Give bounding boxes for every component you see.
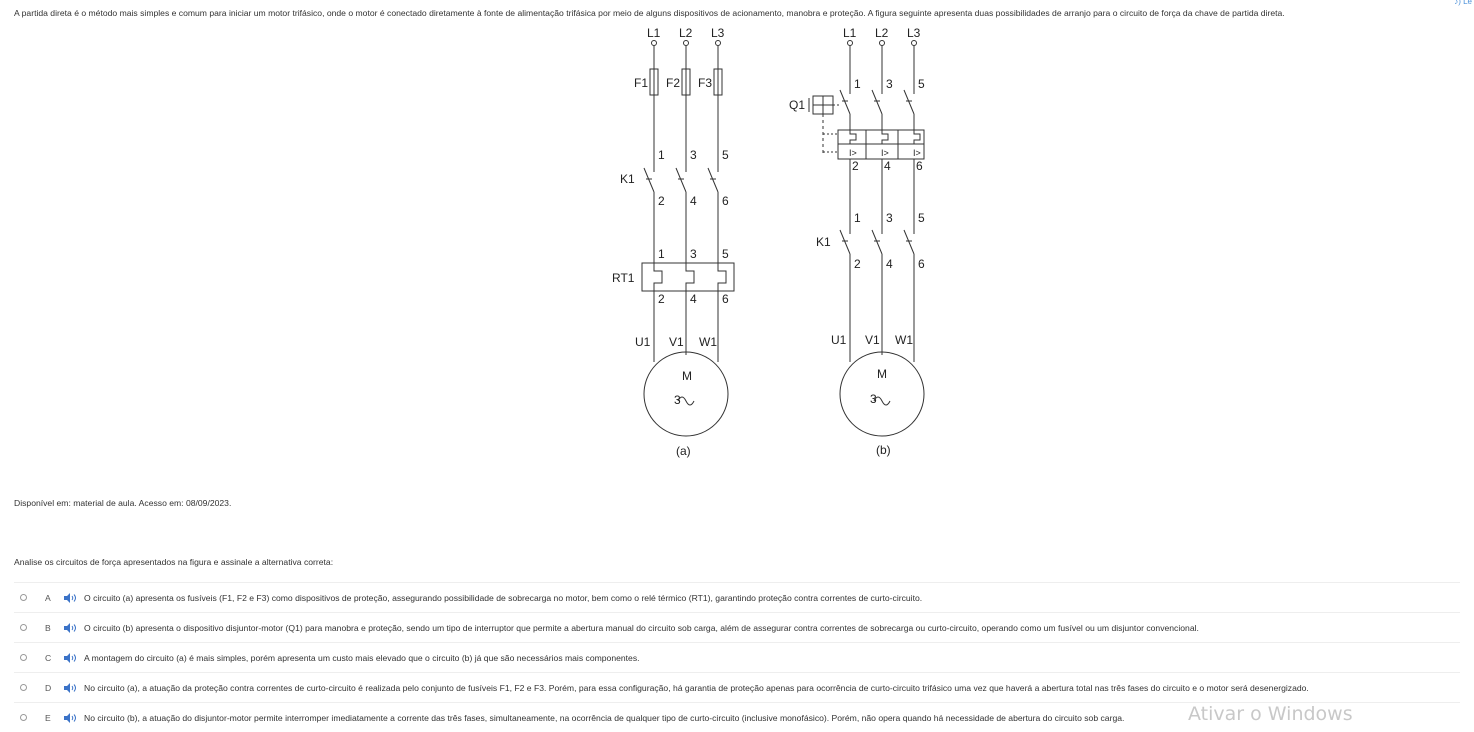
speaker-icon[interactable] bbox=[64, 623, 76, 633]
terminal-rt1-4: 4 bbox=[690, 292, 697, 306]
option-b[interactable] bbox=[14, 612, 1460, 642]
terminal-1-a: 1 bbox=[658, 148, 665, 162]
label-v1-b: V1 bbox=[865, 333, 880, 347]
terminal-3-q1: 3 bbox=[886, 77, 893, 91]
label-w1-a: W1 bbox=[699, 335, 717, 349]
motor-phases-a: 3 bbox=[674, 393, 681, 407]
label-l3-a: L3 bbox=[711, 26, 725, 40]
terminal-rt1-6: 6 bbox=[722, 292, 729, 306]
label-l1-b: L1 bbox=[843, 26, 857, 40]
label-rt1: RT1 bbox=[612, 271, 635, 285]
terminal-6-b: 6 bbox=[918, 257, 925, 271]
speaker-icon[interactable] bbox=[64, 653, 76, 663]
terminal-4-q1: 4 bbox=[884, 159, 891, 173]
trip-symbol-1: I> bbox=[849, 148, 857, 158]
terminal-rt1-5: 5 bbox=[722, 247, 729, 261]
option-text: No circuito (b), a atuação do disjuntor-motor permite interromper imediatamente a corrente das três fases, simultaneamente, na ocorrência de qualquer tipo de curto-circuito (inclusive monofásico). Porém, não opera quando há necessidade de abertura do circuito sob carga. bbox=[84, 712, 1125, 723]
motor-letter-a: M bbox=[682, 369, 692, 383]
label-u1-b: U1 bbox=[831, 333, 847, 347]
terminal-rt1-2: 2 bbox=[658, 292, 665, 306]
terminal-5-q1: 5 bbox=[918, 77, 925, 91]
caption-a: (a) bbox=[676, 444, 691, 458]
radio-b[interactable] bbox=[20, 624, 27, 631]
terminal-1-b: 1 bbox=[854, 211, 861, 225]
label-q1: Q1 bbox=[789, 98, 806, 112]
terminal-3-a: 3 bbox=[690, 148, 697, 162]
terminal-4-b: 4 bbox=[886, 257, 893, 271]
circuit-figure bbox=[600, 22, 940, 467]
question-prompt: Analise os circuitos de força apresentados na figura e assinale a alternativa correta: bbox=[14, 557, 334, 567]
option-text: No circuito (a), a atuação da proteção contra correntes de curto-circuito é realizada pelo conjunto de fusíveis F1, F2 e F3. Porém, para essa configuração, há garantia de proteção apenas para ocorrência de curto-circuito trifásico uma vez que haverá a abertura total nas três fases do circuito e o motor será desenergizado. bbox=[84, 682, 1309, 693]
answer-options bbox=[14, 582, 1460, 732]
option-c[interactable] bbox=[14, 642, 1460, 672]
label-k1-b: K1 bbox=[816, 235, 831, 249]
terminal-2-q1: 2 bbox=[852, 159, 859, 173]
terminal-3-b: 3 bbox=[886, 211, 893, 225]
motor-phases-b: 3 bbox=[870, 392, 877, 406]
terminal-1-q1: 1 bbox=[854, 77, 861, 91]
label-l2-a: L2 bbox=[679, 26, 693, 40]
read-aloud-link[interactable]: ♪) Le bbox=[1454, 0, 1472, 6]
terminal-5-a: 5 bbox=[722, 148, 729, 162]
speaker-icon[interactable] bbox=[64, 683, 76, 693]
label-w1-b: W1 bbox=[895, 333, 913, 347]
option-letter: B bbox=[45, 622, 51, 633]
terminal-5-b: 5 bbox=[918, 211, 925, 225]
label-fuse-3: F3 bbox=[698, 76, 713, 90]
label-u1-a: U1 bbox=[635, 335, 651, 349]
label-l2-b: L2 bbox=[875, 26, 889, 40]
windows-activation-watermark: Ativar o Windows bbox=[1188, 703, 1353, 725]
terminal-2-b: 2 bbox=[854, 257, 861, 271]
label-fuse-2: F2 bbox=[666, 76, 681, 90]
radio-d[interactable] bbox=[20, 684, 27, 691]
option-text: O circuito (a) apresenta os fusíveis (F1, F2 e F3) como dispositivos de proteção, assegurando possibilidade de sobrecarga no motor, bem como o relé térmico (RT1), garantindo proteção contra correntes de curto-circuito. bbox=[84, 592, 923, 603]
terminal-rt1-1: 1 bbox=[658, 247, 665, 261]
label-fuse-1: F1 bbox=[634, 76, 649, 90]
terminal-6-q1: 6 bbox=[916, 159, 923, 173]
option-text: O circuito (b) apresenta o dispositivo disjuntor-motor (Q1) para manobra e proteção, sendo um tipo de interruptor que permite a abertura manual do circuito sob carga, além de assegurar contra correntes de sobrecarga ou curto-circuito, operando como um fusível ou um disjuntor convencional. bbox=[84, 622, 1199, 633]
trip-symbol-2: I> bbox=[881, 148, 889, 158]
label-k1-a: K1 bbox=[620, 172, 635, 186]
source-citation: Disponível em: material de aula. Acesso em: 08/09/2023. bbox=[14, 498, 232, 508]
option-letter: D bbox=[45, 682, 52, 693]
terminal-4-a: 4 bbox=[690, 194, 697, 208]
label-v1-a: V1 bbox=[669, 335, 684, 349]
option-letter: A bbox=[45, 592, 51, 603]
radio-e[interactable] bbox=[20, 714, 27, 721]
option-letter: C bbox=[45, 652, 52, 663]
motor-letter-b: M bbox=[877, 367, 887, 381]
label-l3-b: L3 bbox=[907, 26, 921, 40]
speaker-icon[interactable] bbox=[64, 713, 76, 723]
option-a[interactable] bbox=[14, 582, 1460, 612]
caption-b: (b) bbox=[876, 443, 891, 457]
label-l1-a: L1 bbox=[647, 26, 661, 40]
question-intro: A partida direta é o método mais simples e comum para iniciar um motor trifásico, onde o motor é conectado diretamente à fonte de alimentação trifásica por meio de alguns dispositivos de acionamento, manobra e proteção. A figura seguinte apresenta duas possibilidades de arranjo para o circuito de força da chave de partida direta. bbox=[14, 8, 1285, 18]
circuit-diagram bbox=[600, 22, 940, 462]
trip-symbol-3: I> bbox=[913, 148, 921, 158]
radio-c[interactable] bbox=[20, 654, 27, 661]
terminal-6-a: 6 bbox=[722, 194, 729, 208]
terminal-rt1-3: 3 bbox=[690, 247, 697, 261]
radio-a[interactable] bbox=[20, 594, 27, 601]
option-letter: E bbox=[45, 712, 51, 723]
terminal-2-a: 2 bbox=[658, 194, 665, 208]
speaker-icon[interactable] bbox=[64, 593, 76, 603]
option-d[interactable] bbox=[14, 672, 1460, 702]
option-text: A montagem do circuito (a) é mais simples, porém apresenta um custo mais elevado que o circuito (b) já que são necessários mais componentes. bbox=[84, 652, 640, 663]
